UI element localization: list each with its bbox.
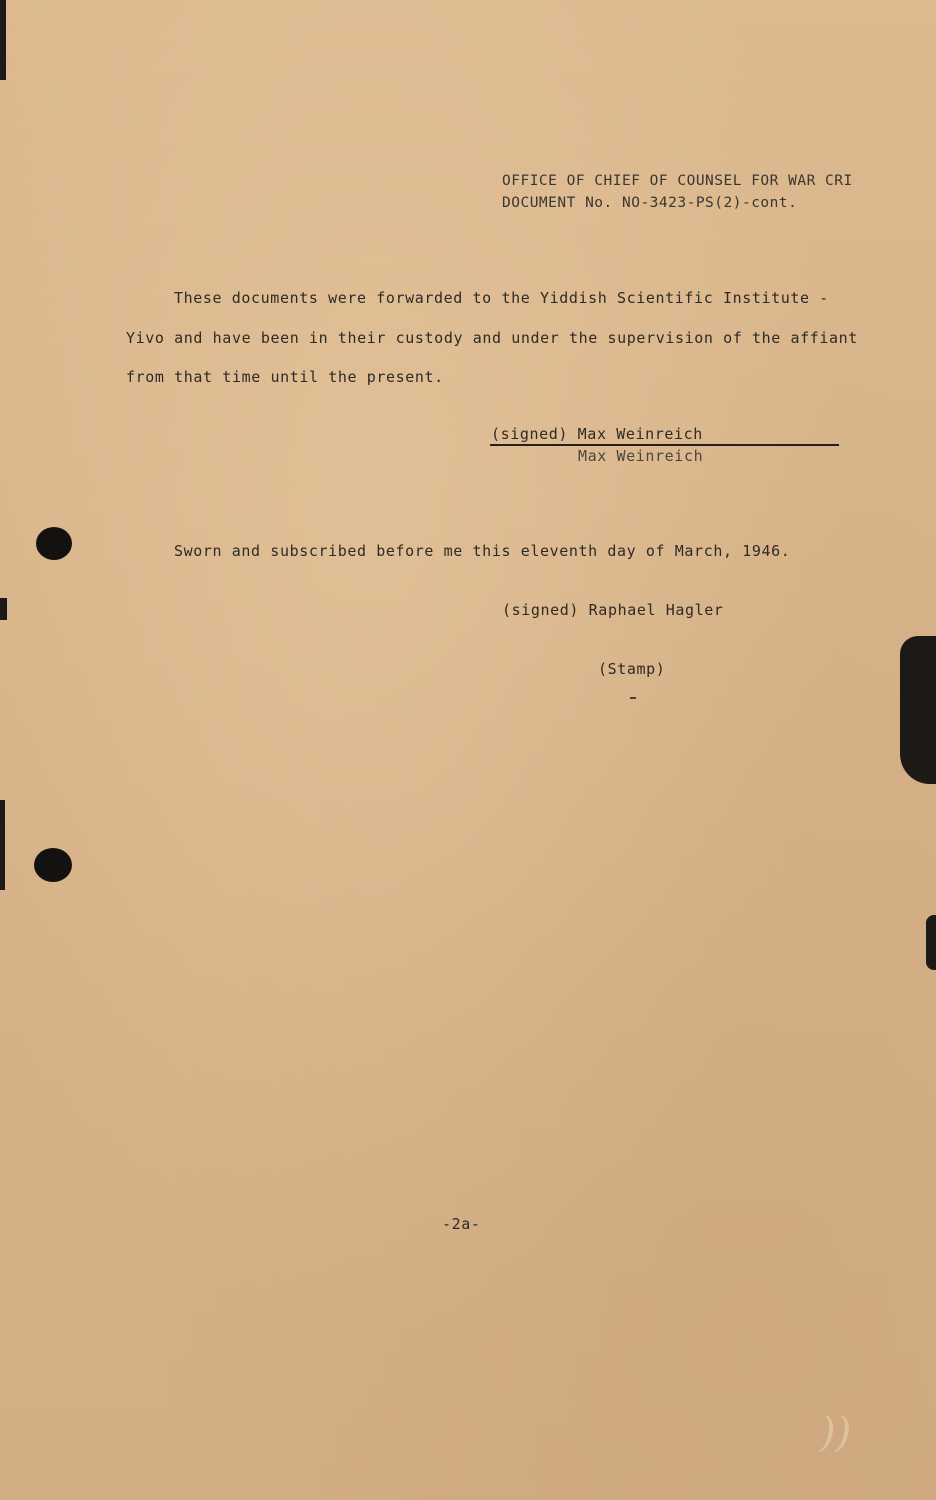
left-edge-mark [0,800,5,890]
right-edge-tear [926,915,936,970]
affiant-typed-name: Max Weinreich [578,447,704,465]
punch-hole [34,848,72,882]
page-number: -2a- [442,1215,481,1233]
office-heading: OFFICE OF CHIEF OF COUNSEL FOR WAR CRI [502,173,853,189]
affiant-signed-line: (signed) Max Weinreich [491,425,703,443]
pencil-mark: )) [820,1410,852,1456]
stamp-note: (Stamp) [598,660,666,678]
notary-signed-line: (signed) Raphael Hagler [502,601,724,619]
body-line-2: Yivo and have been in their custody and under the supervision of the affiant [126,329,858,347]
body-line-3: from that time until the present. [126,368,444,386]
left-edge-mark [0,0,6,80]
document-number: DOCUMENT No. NO-3423-PS(2)-cont. [502,195,798,211]
ink-speck [630,697,636,699]
punch-hole [36,527,72,560]
left-edge-mark [0,598,7,620]
body-line-1: These documents were forwarded to the Yiddish Scientific Institute - [174,289,829,307]
jurat-text: Sworn and subscribed before me this eleventh day of March, 1946. [174,542,791,560]
right-edge-tear [900,636,936,784]
